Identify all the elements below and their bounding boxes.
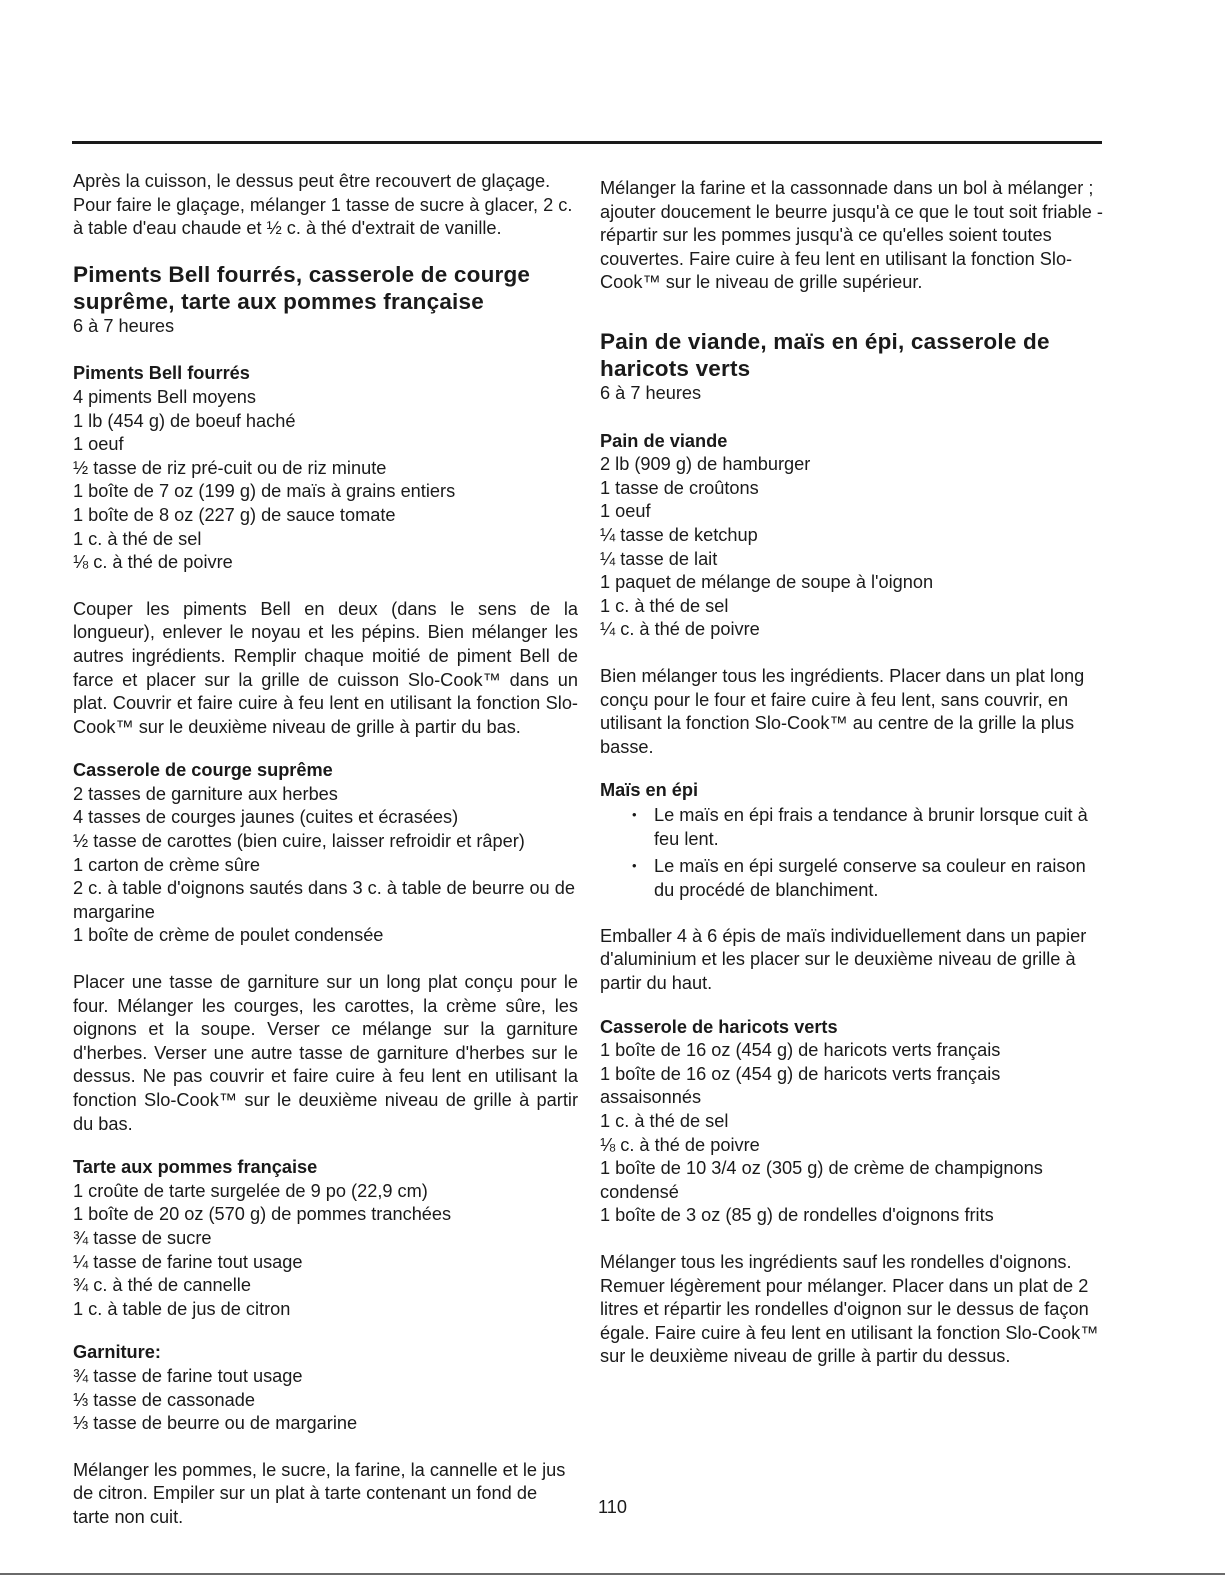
page-number: 110 [598, 1497, 627, 1517]
right-column [600, 177, 1105, 1369]
piments-instructions: Couper les piments Bell en deux (dans le sens de la longueur), enlever le noyau et les pépins. Bien mélanger les autres ingrédients. Remplir chaque moitié de piment Bell de farce et placer sur la grille de cuisson Slo-Cook™ dans un plat. Couvrir et faire cuire à feu lent en utilisant la fonction Slo-Cook™ sur le deuxième niveau de grille à partir du bas. [73, 598, 578, 737]
piments-ingredients: 4 piments Bell moyens 1 lb (454 g) de boeuf haché 1 oeuf ½ tasse de riz pré-cuit ou de riz minute 1 boîte de 7 oz (199 g) de maïs à grains entiers 1 boîte de 8 oz (227 g) de sauce tomate 1 c. à thé de sel ⅛ c. à thé de poivre [73, 386, 456, 573]
tarte-instructions: Mélanger les pommes, le sucre, la farine, la cannelle et le jus de citron. Empiler sur un plat à tarte contenant un fond de tarte non cuit. [73, 1459, 566, 1527]
courge-instructions: Placer une tasse de garniture sur un long plat conçu pour le four. Mélanger les courges, les carottes, la crème sûre, les oignons et la soupe. Verser ce mélange sur la garniture d'herbes. Verser une autre tasse de garniture d'herbes sur le dessus. Ne pas couvrir et faire cuire à feu lent en utilisant la fonction Slo-Cook™ sur le deuxième niveau de grille à partir du bas. [73, 972, 578, 1134]
pain-heading: Pain de viande [600, 430, 728, 451]
intro-paragraph: Après la cuisson, le dessus peut être recouvert de glaçage. Pour faire le glaçage, mélanger 1 tasse de sucre à glacer, 2 c. à table d'eau chaude et ½ c. à thé d'extrait de vanille. [73, 171, 573, 239]
menu-title-pain: Pain de viande, maïs en épi, casserole de haricots verts [600, 328, 1050, 381]
pain-ingredients: 2 lb (909 g) de hamburger 1 tasse de croûtons 1 oeuf ¼ tasse de ketchup ¼ tasse de lait 1 paquet de mélange de soupe à l'oignon 1 c. à thé de sel ¼ c. à thé de poivre [600, 454, 934, 640]
haricots-ingredients: 1 boîte de 16 oz (454 g) de haricots verts français 1 boîte de 16 oz (454 g) de haricots verts français assaisonnés 1 c. à thé de sel ⅛ c. à thé de poivre 1 boîte de 10 3/4 oz (305 g) de crème de champignons condensé 1 boîte de 3 oz (85 g) de rondelles d'oignons frits [600, 1040, 1043, 1226]
left-column [73, 170, 578, 1530]
scan-edge-line [0, 1573, 1225, 1575]
haricots-heading: Casserole de haricots verts [600, 1016, 838, 1037]
header-rule [72, 141, 1102, 144]
garniture-heading: Garniture: [73, 1342, 161, 1363]
mais-bullet-list [600, 803, 1105, 902]
list-item: • Le maïs en épi frais a tendance à brunir lorsque cuit à feu lent. [632, 803, 1105, 851]
tarte-continued-paragraph: Mélanger la farine et la cassonnade dans un bol à mélanger ; ajouter doucement le beurre jusqu'à ce que le tout soit friable - répartir sur les pommes jusqu'à ce qu'elles soient toutes couvertes. Faire cuire à feu lent en utilisant la fonction Slo-Cook™ sur le niveau de grille supérieur. [600, 178, 1103, 293]
pain-instructions: Bien mélanger tous les ingrédients. Placer dans un plat long conçu pour le four et faire cuire à feu lent, sans couvrir, en utilisant la fonction Slo-Cook™ au centre de la grille la plus basse. [600, 665, 1085, 757]
garniture-ingredients: ¾ tasse de farine tout usage ⅓ tasse de cassonade ⅓ tasse de beurre ou de margarine [73, 1365, 358, 1434]
haricots-instructions: Mélanger tous les ingrédients sauf les rondelles d'oignons. Remuer légèrement pour mélanger. Placer dans un plat de 2 litres et répartir les rondelles d'oignon sur le dessus de façon égale. Faire cuire à feu lent en utilisant la fonction Slo-Cook™ sur le deuxième niveau de grille à partir du dessus. [600, 1252, 1099, 1367]
courge-heading: Casserole de courge suprême [73, 760, 333, 781]
menu-title-piments: Piments Bell fourrés, casserole de courge suprême, tarte aux pommes française [73, 261, 531, 314]
courge-ingredients: 2 tasses de garniture aux herbes 4 tasses de courges jaunes (cuites et écrasées) ½ tasse de carottes (bien cuire, laisser refroidir et râper) 1 carton de crème sûre 2 c. à table d'oignons sautés dans 3 c. à table de beurre ou de margarine 1 boîte de crème de poulet condensée [73, 783, 575, 946]
tarte-heading: Tarte aux pommes française [73, 1157, 318, 1178]
list-item: • Le maïs en épi surgelé conserve sa couleur en raison du procédé de blanchiment. [632, 854, 1105, 902]
mais-heading: Maïs en épi [600, 780, 699, 801]
piments-heading: Piments Bell fourrés [73, 363, 250, 384]
menu-time-piments: 6 à 7 heures [73, 315, 175, 336]
tarte-ingredients: 1 croûte de tarte surgelée de 9 po (22,9 cm) 1 boîte de 20 oz (570 g) de pommes tranchées ¾ tasse de sucre ¼ tasse de farine tout usage ¾ c. à thé de cannelle 1 c. à table de jus de citron [73, 1180, 452, 1319]
menu-time-pain: 6 à 7 heures [600, 382, 702, 403]
mais-instructions: Emballer 4 à 6 épis de maïs individuellement dans un papier d'aluminium et les placer sur le deuxième niveau de grille à partir du haut. [600, 925, 1087, 994]
